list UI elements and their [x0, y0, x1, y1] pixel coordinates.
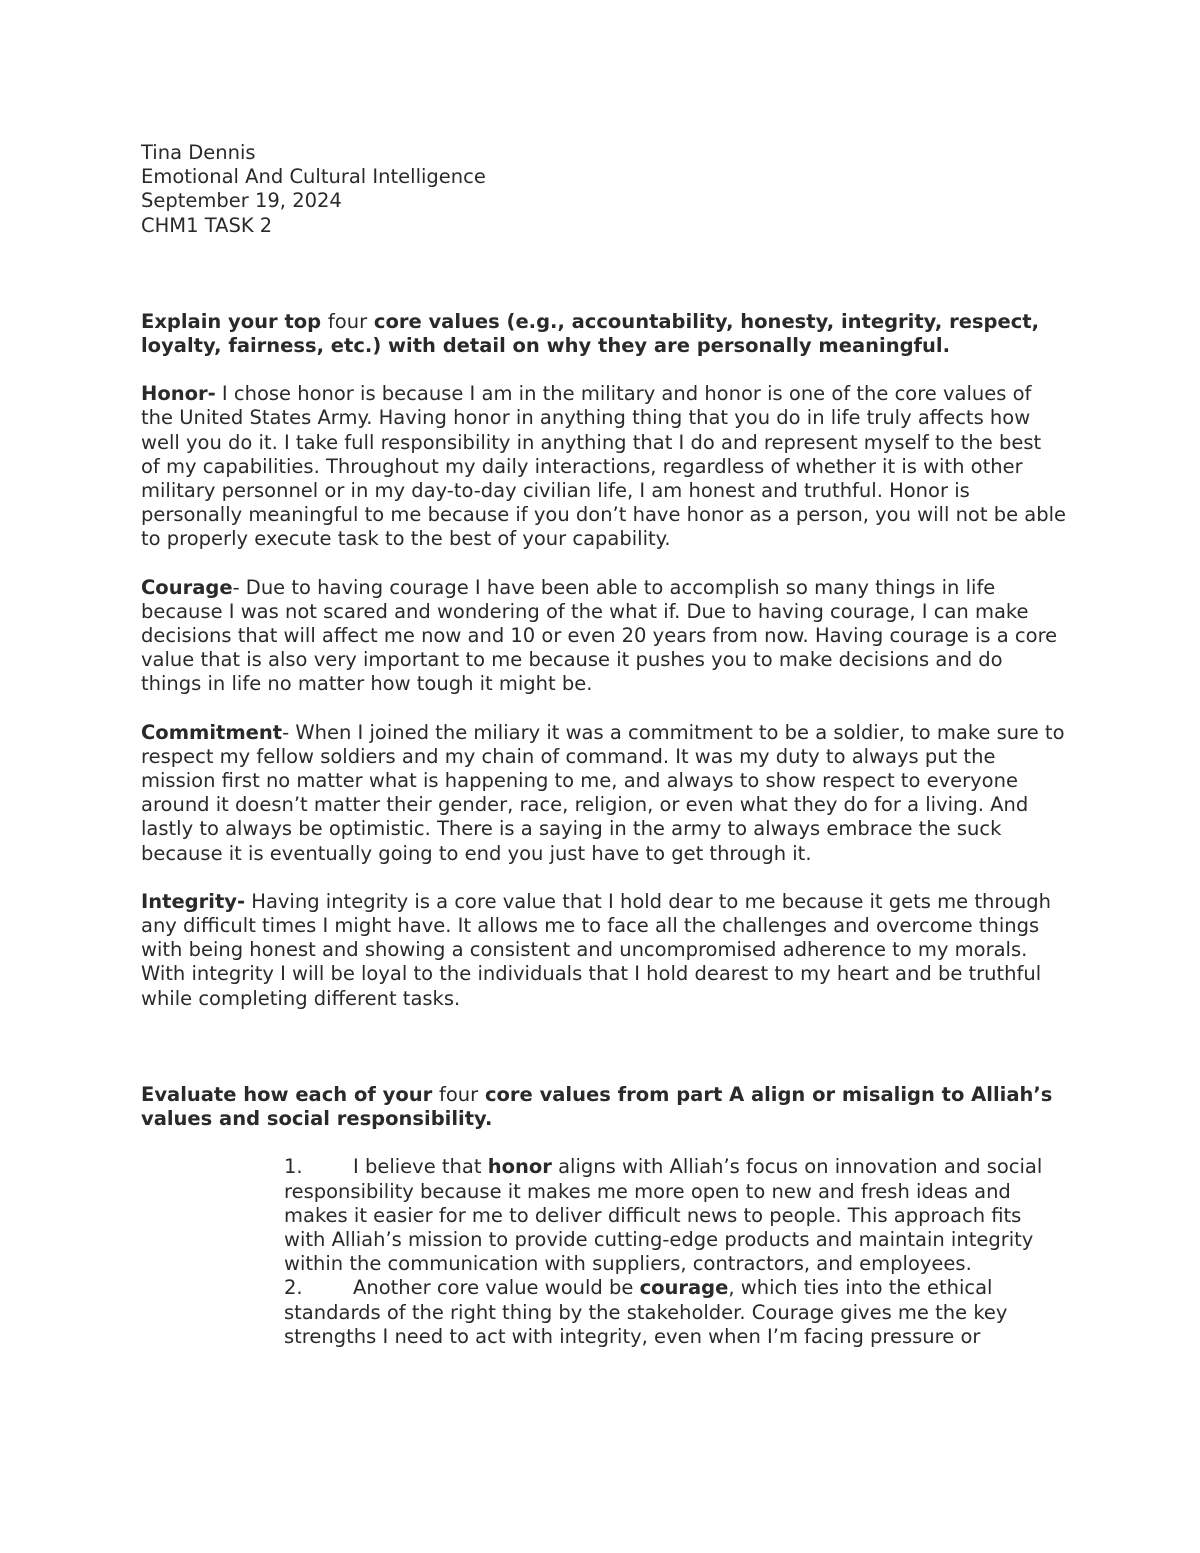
part-b-question-post: core values from part A align or misalign to Alliah’s values and social responsibility.: [141, 1082, 1053, 1131]
list-term: honor: [487, 1155, 552, 1179]
value-term: Honor-: [141, 382, 216, 406]
value-text: - Due to having courage I have been able to accomplish so many things in life because I was not scared and wondering of the what if. Due to having courage, I can make decisions that will affect me now and 10 or even 20 years from now. Having courage is a core value that is also very important to me because it pushes you to make decisions and do things in life no matter how tough it might be.: [141, 575, 1058, 696]
list-number: 2.: [284, 1276, 303, 1300]
list-item: [284, 1276, 1066, 1349]
part-b-question-mid: four: [439, 1082, 479, 1106]
value-term: Courage: [141, 575, 233, 599]
part-b-question-pre: Evaluate how each of your: [141, 1082, 440, 1106]
value-text: I chose honor is because I am in the military and honor is one of the core values of the United States Army. Having honor in anything thing that you do in life truly affects how well you do it. I take full responsibility in anything that I do and represent myself to the best of my capabilities. Throughout my daily interactions, regardless of whether it is with other military personnel or in my day-to-day civilian life, I am honest and truthful. Honor is personally meaningful to me because if you don’t have honor as a person, you will not be able to properly execute task to the best of your capability.: [141, 382, 1067, 551]
list-text-post: aligns with Alliah’s focus on innovation and social responsibility because it makes me more open to new and fresh ideas and makes it easier for me to deliver difficult news to people. This approach fits with Alliah’s mission to provide cutting-edge products and maintain integrity within the communication with suppliers, contractors, and employees.: [284, 1155, 1043, 1276]
document-date: September 19, 2024: [141, 189, 342, 213]
value-text: Having integrity is a core value that I hold dear to me because it gets me through any difficult times I might have. It allows me to face all the challenges and overcome things with being honest and showing a consistent and uncompromised adherence to my morals. With integrity I will be loyal to the individuals that I hold dearest to my heart and be truthful while completing different tasks.: [141, 889, 1051, 1010]
course-name: Emotional And Cultural Intelligence: [141, 165, 486, 189]
value-paragraph-commitment: [141, 721, 1066, 866]
part-a-question: [141, 310, 1066, 358]
spacer: [141, 238, 1066, 310]
list-term: courage: [639, 1276, 729, 1300]
alignment-list: [284, 1155, 1066, 1349]
value-term: Commitment: [141, 720, 283, 744]
part-a-question-post: core values (e.g., accountability, honesty, integrity, respect, loyalty, fairness, etc.) with detail on why they are personally meaningful.: [141, 309, 1039, 358]
list-text-post: , which ties into the ethical standards of the right thing by the stakeholder. Courage gives me the key strengths I need to act with integrity, even when I’m facing pressure or: [284, 1276, 1008, 1348]
value-paragraph-courage: [141, 576, 1066, 697]
author-name: Tina Dennis: [141, 141, 256, 164]
value-paragraph-integrity: [141, 890, 1066, 1011]
document-page: [141, 141, 1066, 1349]
value-term: Integrity-: [141, 889, 246, 913]
list-item: [284, 1155, 1066, 1276]
list-number: 1.: [284, 1155, 303, 1179]
part-a-question-pre: Explain your top: [141, 309, 328, 333]
value-paragraph-honor: [141, 382, 1066, 551]
list-text-pre: Another core value would be: [353, 1276, 640, 1300]
spacer: [141, 1035, 1066, 1083]
part-b-question: [141, 1083, 1066, 1131]
list-text-pre: I believe that: [353, 1155, 488, 1179]
value-text: - When I joined the miliary it was a commitment to be a soldier, to make sure to respect my fellow soldiers and my chain of command. It was my duty to always put the mission first no matter what is happening to me, and always to show respect to everyone around it doesn’t matter their gender, race, religion, or even what they do for a living. And lastly to always be optimistic. There is a saying in the army to always embrace the suck because it is eventually going to end you just have to get through it.: [141, 720, 1065, 865]
task-title: CHM1 TASK 2: [141, 213, 273, 237]
part-a-question-mid: four: [327, 309, 368, 333]
